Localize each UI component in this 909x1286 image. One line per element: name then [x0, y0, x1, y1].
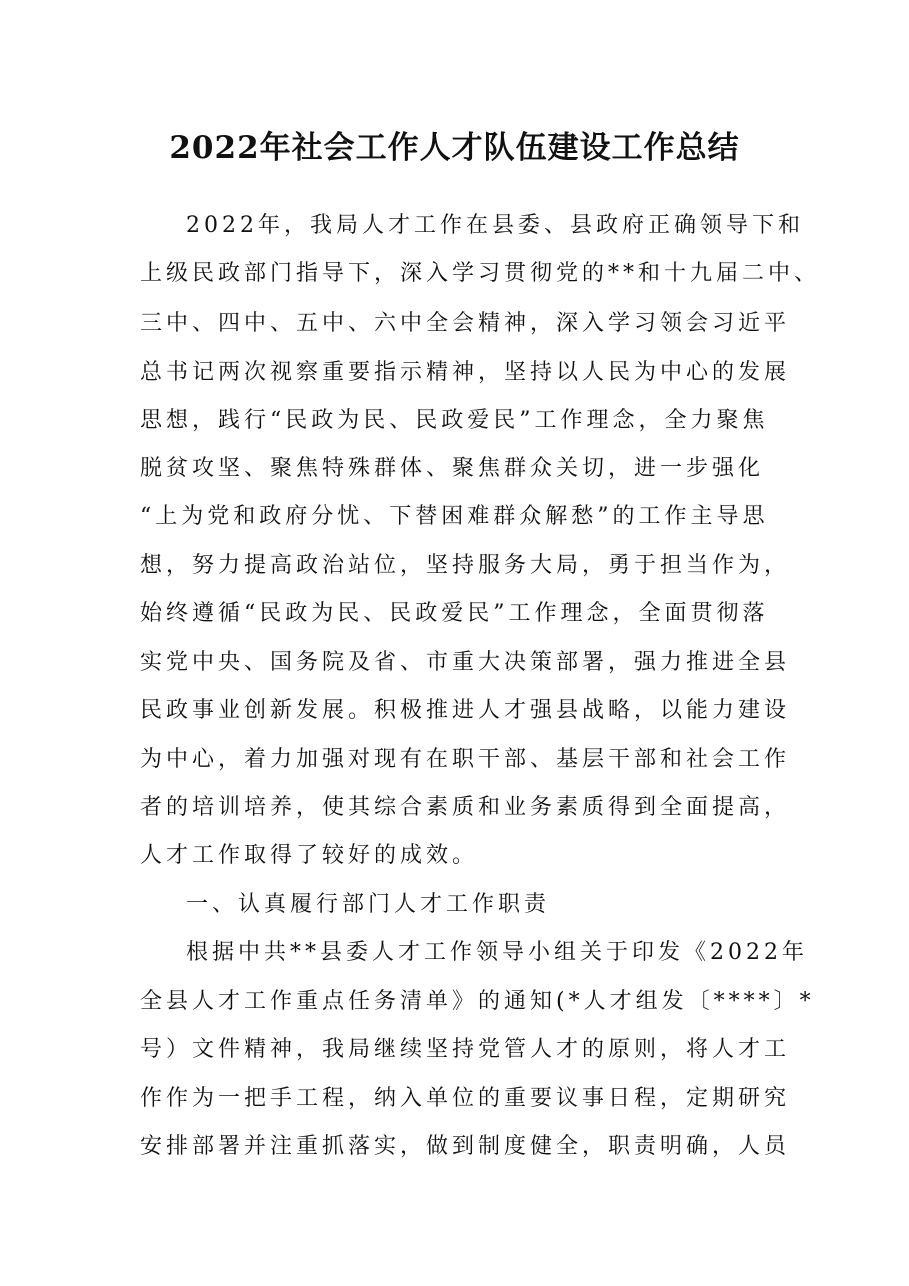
paragraph-line: 人才工作取得了较好的成效。: [140, 843, 479, 868]
paragraph-line: 思想，践行“民政为民、民政爱民”工作理念，全力聚焦: [140, 408, 769, 433]
document-title: 2022年社会工作人才队伍建设工作总结: [169, 130, 740, 166]
paragraph-line: 者的培训培养，使其综合素质和业务素质得到全面提高，: [140, 795, 791, 820]
paragraph-line: 实党中央、国务院及省、市重大决策部署，强力推进全县: [140, 650, 791, 675]
paragraph-line: 上级民政部门指导下，深入学习贯彻党的**和十九届二中、: [140, 261, 821, 286]
paragraph-line: 脱贫攻坚、聚焦特殊群体、聚焦群众关切，进一步强化: [140, 456, 765, 481]
paragraph-line: 号）文件精神，我局继续坚持党管人才的原则，将人才工: [140, 1037, 791, 1062]
paragraph-line: 想，努力提高政治站位，坚持服务大局，勇于担当作为，: [140, 553, 791, 578]
paragraph-line: 根据中共**县委人才工作领导小组关于印发《2022年: [186, 940, 808, 965]
paragraph-line: 2022年，我局人才工作在县委、县政府正确领导下和: [186, 213, 804, 238]
section-heading: 一、认真履行部门人才工作职责: [186, 892, 551, 917]
paragraph-line: 三中、四中、五中、六中全会精神，深入学习领会习近平: [140, 311, 791, 336]
paragraph-line: 始终遵循“民政为民、民政爱民”工作理念，全面贯彻落: [140, 601, 769, 626]
paragraph-line: 全县人才工作重点任务清单》的通知(*人才组发〔****〕*: [140, 989, 815, 1014]
paragraph-line: 作作为一把手工程，纳入单位的重要议事日程，定期研究: [140, 1086, 791, 1111]
paragraph-line: 为中心，着力加强对现有在职干部、基层干部和社会工作: [140, 747, 791, 772]
paragraph-line: 安排部署并注重抓落实，做到制度健全，职责明确，人员: [140, 1134, 791, 1159]
paragraph-line: 民政事业创新发展。积极推进人才强县战略，以能力建设: [140, 698, 791, 723]
paragraph-line: 总书记两次视察重要指示精神，坚持以人民为中心的发展: [140, 360, 791, 385]
paragraph-line: “上为党和政府分忧、下替困难群众解愁”的工作主导思: [140, 504, 769, 529]
